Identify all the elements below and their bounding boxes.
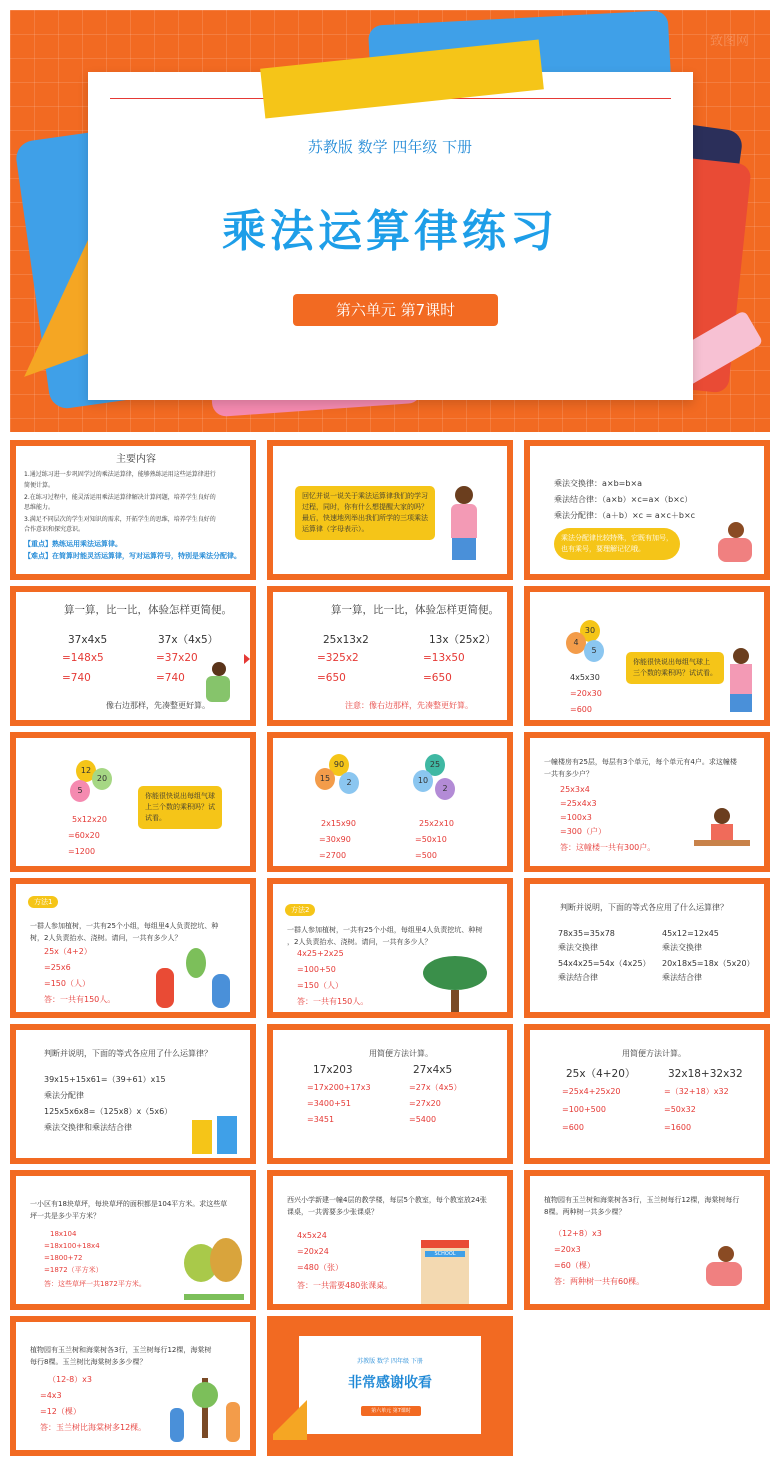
speech-bubble — [138, 786, 222, 829]
thanks-title: 非常感谢收看 — [348, 1375, 432, 1391]
calc-line: 54x4x25=54x（4x25） — [558, 959, 651, 968]
calc-line: =25x4+25x20 — [562, 1087, 621, 1096]
slide-balloons-2[interactable] — [10, 732, 256, 872]
calc-line: 37x4x5 — [68, 634, 108, 646]
question-line: 每行8棵。玉兰树比海棠树多多少棵？ — [30, 1358, 147, 1366]
slide-heading: 算一算，比一比，体验怎样更简便。 — [64, 604, 232, 616]
calc-line: =1800+72 — [44, 1254, 83, 1262]
calc-line: =17x200+17x3 — [307, 1083, 371, 1092]
balloon-icon: 12 — [76, 760, 96, 782]
watermark: 致图网 — [360, 364, 400, 379]
bubble-line: 也有乘号，要理解记忆哦。 — [561, 545, 645, 553]
question-line: 一群人参加植树，一共有25个小组，每组里4人负责挖坑、种树 — [287, 926, 483, 934]
slide-compare-2[interactable] — [267, 586, 513, 726]
calc-line: =60x20 — [68, 831, 100, 840]
calc-line: 2x15x90 — [321, 819, 356, 828]
content-line: 思维能力。 — [24, 504, 55, 511]
calc-line: 4x5x30 — [570, 673, 600, 682]
calc-line: 5x12x20 — [72, 815, 107, 824]
bubble-line: 过程，同时，你有什么想提醒大家的吗？ — [302, 503, 428, 511]
key-point: 【重点】熟练运用乘法运算律。 — [24, 540, 122, 548]
calc-line: =600 — [562, 1123, 584, 1132]
calc-line: =20x3 — [554, 1245, 581, 1254]
slide-balloons-3[interactable] — [267, 732, 513, 872]
calc-line: （12-8）x3 — [48, 1375, 92, 1384]
balloon-icon: 15 — [315, 768, 335, 790]
calc-line: =650 — [317, 672, 346, 684]
balloon-icon: 5 — [584, 640, 604, 662]
slide-method-2[interactable] — [267, 878, 513, 1018]
calc-line: 乘法交换律 — [662, 943, 702, 952]
question-line: 一小区有18块草坪，每块草坪的面积都是104平方米。求这些草 — [30, 1200, 228, 1208]
calc-line: =600 — [570, 705, 592, 714]
calc-line: =25x4x3 — [560, 799, 597, 808]
calc-line: =18x100+18x4 — [44, 1242, 100, 1250]
question-line: 一共有多少户？ — [544, 770, 593, 778]
balloon-icon: 5 — [70, 780, 90, 802]
kids-planting-illustration — [156, 948, 236, 1012]
slide-heading: 算一算，比一比，体验怎样更简便。 — [331, 604, 499, 616]
cover-slide — [10, 10, 770, 432]
question-line: 西兴小学新建一幢4层的教学楼，每层5个教室，每个教室放24张 — [287, 1196, 487, 1204]
thanks-ruler-icon — [273, 1400, 307, 1440]
answer-line: 答：这些草坪一共1872平方米。 — [44, 1280, 146, 1288]
bubble-line: 回忆并说一说关于乘法运算律我们的学习 — [302, 492, 428, 500]
answer-line: 答：一共需要480张课桌。 — [297, 1281, 393, 1290]
slide-garden-problem-2[interactable] — [10, 1316, 256, 1456]
next-arrow-icon[interactable] — [244, 654, 250, 664]
balloon-icon: 90 — [329, 754, 349, 776]
calc-line: 25x2x10 — [419, 819, 454, 828]
tree-illustration — [423, 956, 487, 1012]
slide-heading: 判断并说明，下面的等式各应用了什么运算律？ — [560, 903, 728, 912]
kids-illustration — [206, 662, 250, 720]
calc-line: 13x（25x2） — [429, 634, 496, 646]
teacher-illustration — [451, 486, 477, 574]
calc-line: =150（人） — [44, 979, 90, 988]
calc-line: =4x3 — [40, 1391, 62, 1400]
school-sign: SCHOOL — [425, 1251, 465, 1257]
bubble-line: 最后，快速地列举出我们所学的三项乘法 — [302, 514, 428, 522]
question-line: 一群人参加植树，一共有25个小组，每组里4人负责挖坑、种 — [30, 922, 219, 930]
calc-line: =325x2 — [317, 652, 359, 664]
calc-line: =480（张） — [297, 1263, 343, 1272]
calc-line: 20x18x5=18x（5x20） — [662, 959, 755, 968]
difficult-point: 【难点】在简算时能灵活运算律，写对运算符号，特别是乘法分配律。 — [24, 552, 241, 560]
bubble-line: 上三个数的乘积吗？试 — [145, 803, 215, 811]
calc-line: 乘法结合律 — [662, 973, 702, 982]
content-line: 2.在练习过程中，能灵活运用乘法运算律解决计算问题，培养学生良好的 — [24, 494, 216, 501]
question-line: 植物园有玉兰树和海棠树各3行，玉兰树每行12棵，海棠树 — [30, 1346, 212, 1354]
content-line: 1.通过练习进一步巩固学过的乘法运算律，能够熟练运用这些运算律进行 — [24, 471, 216, 478]
slide-heading: 用简便方法计算。 — [369, 1049, 433, 1058]
content-line: 简便计算。 — [24, 482, 55, 489]
calc-line: =（32+18）x32 — [664, 1087, 729, 1096]
slide-laws[interactable] — [524, 440, 770, 580]
calc-line: 17x203 — [313, 1064, 353, 1076]
teacher-illustration — [730, 648, 752, 720]
calc-line: =148x5 — [62, 652, 104, 664]
calc-line: 37x（4x5） — [158, 634, 219, 646]
calc-line: =37x20 — [156, 652, 198, 664]
bubble-line: 运算律（字母表示）。 — [302, 525, 369, 533]
calc-line: 32x18+32x32 — [668, 1068, 743, 1080]
question-line: 树，2人负责抬水、浇树。请问，一共有多少人？ — [30, 934, 182, 942]
calc-line: =150（人） — [297, 981, 343, 990]
cover-subtitle: 苏教版 数学 四年级 下册 — [307, 138, 473, 156]
bubble-line: 三个数的乘积吗？试试看。 — [633, 669, 717, 677]
thanks-badge: 第六单元 第7课时 — [361, 1406, 421, 1416]
calc-line: =2700 — [319, 851, 347, 860]
slide-judge-1[interactable] — [524, 878, 770, 1018]
cover-lesson-badge: 第六单元 第7课时 — [293, 294, 498, 326]
calc-line: 18x104 — [50, 1230, 77, 1238]
slide-note: 注意：像右边那样，先凑整更好算。 — [345, 701, 473, 710]
thanks-subtitle: 苏教版 数学 四年级 下册 — [357, 1358, 423, 1365]
calc-line: =20x24 — [297, 1247, 329, 1256]
balloon-icon: 2 — [339, 772, 359, 794]
speech-bubble — [295, 486, 435, 540]
calc-line: （12+8）x3 — [554, 1229, 602, 1238]
content-line: 合作意识和探究意识。 — [24, 526, 85, 533]
balloon-icon: 10 — [413, 770, 433, 792]
question-line: 课桌，一共需要多少张课桌？ — [287, 1208, 378, 1216]
trees-illustration — [184, 1238, 244, 1302]
calc-line: =3400+51 — [307, 1099, 351, 1108]
cover-title: 乘法运算律练习 — [222, 206, 558, 257]
calc-line: =650 — [423, 672, 452, 684]
calc-line: =20x30 — [570, 689, 602, 698]
slide-judge-2[interactable] — [10, 1024, 256, 1164]
slide-lawn-problem[interactable] — [10, 1170, 256, 1310]
calc-line: 125x5x6x8=（125x8）x（5x6） — [44, 1107, 173, 1116]
calc-line: 39x15+15x61=（39+61）x15 — [44, 1075, 166, 1084]
slide-main-content[interactable] — [10, 440, 256, 580]
calc-line: =740 — [156, 672, 185, 684]
answer-line: 答：两种树一共有60棵。 — [554, 1277, 645, 1286]
method-tag: 方法2 — [285, 904, 315, 916]
calc-line: 乘法结合律 — [558, 973, 598, 982]
calc-line: 25x（4+20） — [566, 1068, 636, 1080]
girl-writing-illustration — [706, 1246, 750, 1296]
calc-line: =740 — [62, 672, 91, 684]
method-tag: 方法1 — [28, 896, 58, 908]
calc-line: 27x4x5 — [413, 1064, 453, 1076]
calc-line: =100+50 — [297, 965, 336, 974]
girl-writing-illustration — [718, 522, 758, 568]
calc-line: =1200 — [68, 847, 96, 856]
calc-line: 25x3x4 — [560, 785, 590, 794]
calc-line: 4x25+2x25 — [297, 949, 344, 958]
calc-line: =5400 — [409, 1115, 437, 1124]
calc-line: 78x35=35x78 — [558, 929, 615, 938]
slide-heading: 主要内容 — [116, 454, 156, 465]
watermark: 致图网 — [480, 264, 520, 279]
calc-line: =25x6 — [44, 963, 71, 972]
slide-review[interactable] — [267, 440, 513, 580]
calc-line: =100+500 — [562, 1105, 606, 1114]
kids-planting-illustration — [166, 1378, 246, 1448]
question-line: 坪一共是多少平方米？ — [30, 1212, 100, 1220]
calc-line: 25x（4+2） — [44, 947, 92, 956]
answer-line: 答：玉兰树比海棠树多12棵。 — [40, 1423, 147, 1432]
calc-line: 45x12=12x45 — [662, 929, 719, 938]
books-illustration — [192, 1116, 248, 1158]
slide-simplify-2[interactable] — [524, 1024, 770, 1164]
answer-line: 答：这幢楼一共有300户。 — [560, 843, 656, 852]
bubble-line: 你能很快说出每组气球 — [145, 792, 215, 800]
slide-heading: 用简便方法计算。 — [622, 1049, 686, 1058]
calc-line: =3451 — [307, 1115, 335, 1124]
bubble-line: 你能很快说出每组气球上 — [633, 658, 710, 666]
student-desk-illustration — [694, 808, 750, 862]
calc-line: =1872（平方米） — [44, 1266, 103, 1274]
calc-line: =50x32 — [664, 1105, 696, 1114]
calc-line: =300（户） — [560, 827, 606, 836]
slide-note: 像右边那样，先凑整更好算。 — [106, 701, 210, 710]
slide-simplify-1[interactable] — [267, 1024, 513, 1164]
calc-line: =12（棵） — [40, 1407, 81, 1416]
calc-line: =1600 — [664, 1123, 692, 1132]
school-building-illustration — [421, 1240, 469, 1304]
calc-line: =100x3 — [560, 813, 592, 822]
slide-balloons-1[interactable] — [524, 586, 770, 726]
question-line: 一幢楼房有25层，每层有3个单元，每个单元有4户。求这幢楼 — [544, 758, 737, 766]
speech-bubble — [554, 528, 680, 560]
balloon-icon: 30 — [580, 620, 600, 642]
slide-heading: 判断并说明，下面的等式各应用了什么运算律？ — [44, 1049, 212, 1058]
calc-line: =27x（4x5） — [409, 1083, 462, 1092]
slide-compare-1[interactable] — [10, 586, 256, 726]
balloon-icon: 4 — [566, 632, 586, 654]
content-line: 3.满足不同层次的学生对知识的需求，开拓学生的思维，培养学生良好的 — [24, 516, 216, 523]
answer-line: 答：一共有150人。 — [297, 997, 369, 1006]
calc-line: 乘法交换律和乘法结合律 — [44, 1123, 132, 1132]
calc-line: 乘法分配律 — [44, 1091, 84, 1100]
slide-method-1[interactable] — [10, 878, 256, 1018]
calc-line: 乘法交换律 — [558, 943, 598, 952]
slide-thanks[interactable] — [267, 1316, 513, 1456]
calc-line: =13x50 — [423, 652, 465, 664]
question-line: ，2人负责抬水、浇树。请问，一共有多少人？ — [287, 938, 432, 946]
calc-line: =27x20 — [409, 1099, 441, 1108]
calc-line: =500 — [415, 851, 437, 860]
bubble-line: 试看。 — [145, 814, 166, 822]
balloon-icon: 25 — [425, 754, 445, 776]
balloon-icon: 20 — [92, 768, 112, 790]
slide-building-problem[interactable] — [524, 732, 770, 872]
law-line: 乘法分配律：（a＋b）×c = a×c＋b×c — [554, 511, 696, 520]
slide-garden-problem-1[interactable] — [524, 1170, 770, 1310]
answer-line: 答：一共有150人。 — [44, 995, 116, 1004]
calc-line: =30x90 — [319, 835, 351, 844]
speech-bubble — [626, 652, 724, 684]
balloon-icon: 2 — [435, 778, 455, 800]
calc-line: =50x10 — [415, 835, 447, 844]
calc-line: 4x5x24 — [297, 1231, 327, 1240]
bubble-line: 乘法分配律比较特殊，它既有加号， — [561, 534, 673, 542]
law-line: 乘法交换律：a×b=b×a — [554, 479, 643, 488]
law-line: 乘法结合律：（a×b）×c=a×（b×c） — [554, 495, 693, 504]
watermark: 致图网 — [710, 34, 750, 49]
calc-line: =60（棵） — [554, 1261, 595, 1270]
question-line: 8棵。两种树一共多少棵？ — [544, 1208, 626, 1216]
slide-school-problem[interactable] — [267, 1170, 513, 1310]
question-line: 植物园有玉兰树和海棠树各3行，玉兰树每行12棵，海棠树每行 — [544, 1196, 740, 1204]
calc-line: 25x13x2 — [323, 634, 369, 646]
